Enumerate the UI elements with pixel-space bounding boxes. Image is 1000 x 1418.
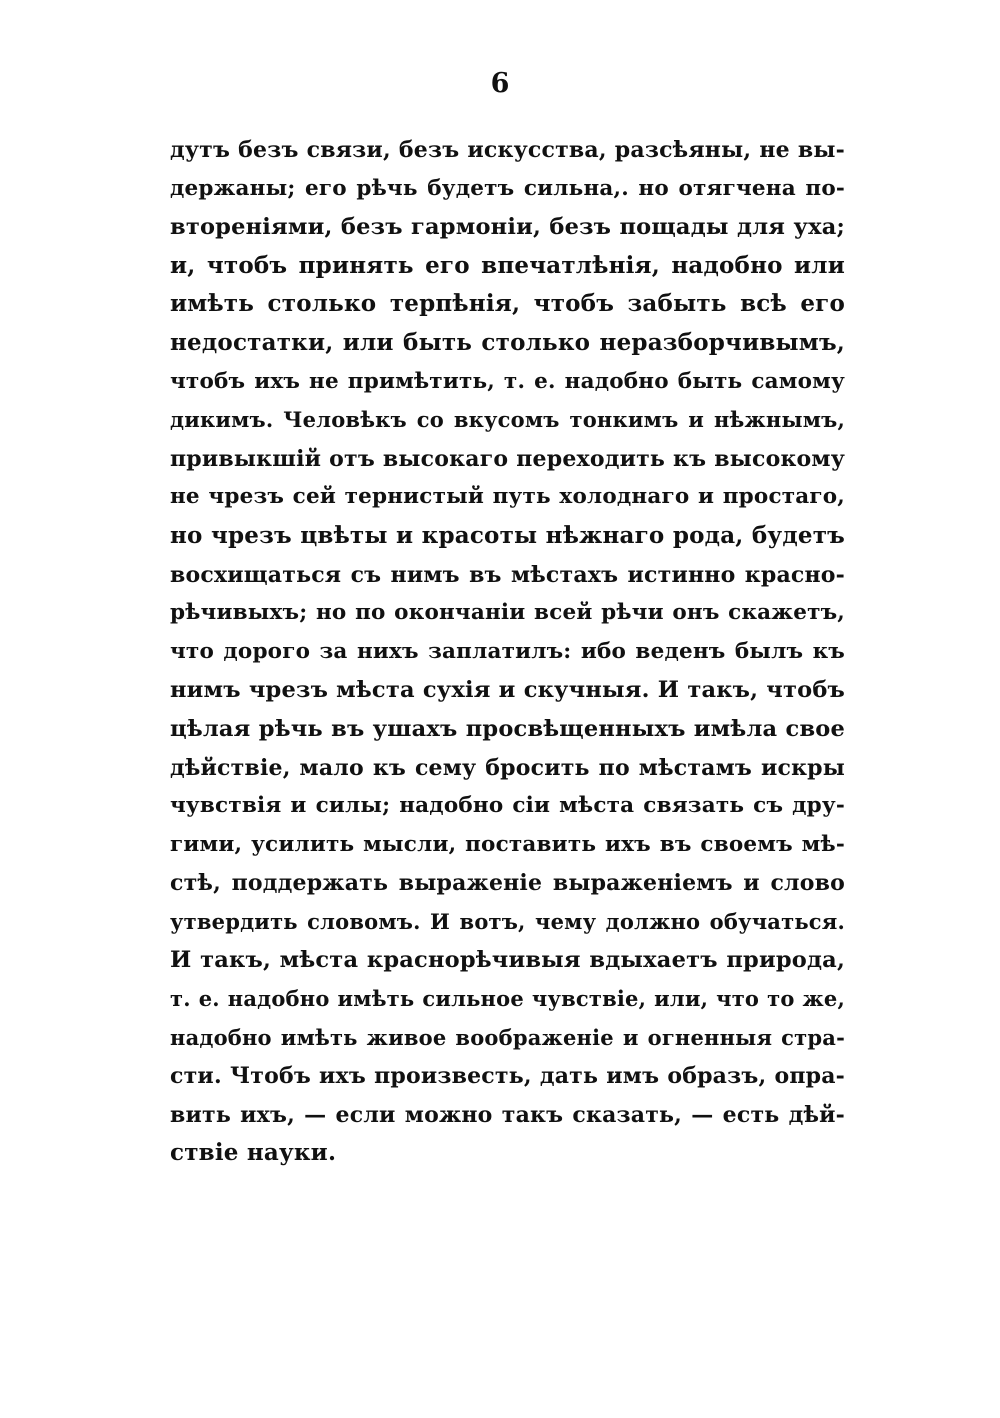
text-line: что дорого за нихъ заплатилъ: ибо веденъ былъ къ <box>170 638 845 664</box>
text-line: держаны; его рѣчь будетъ сильна,. но отягчена по- <box>170 175 845 201</box>
text-line: не чрезъ сей тернистый путь холоднаго и простаго, <box>170 484 845 510</box>
text-line: ствіе науки. <box>170 1139 337 1167</box>
text-line: нимъ чрезъ мѣста сухія и скучныя. И такъ, чтобъ <box>170 677 845 704</box>
text-line: вить ихъ, — если можно такъ сказать, — есть дѣй- <box>170 1101 845 1128</box>
text-line: имѣть столько терпѣнія, чтобъ забыть всѣ его <box>170 290 845 318</box>
text-line: стѣ, поддержать выраженіе выраженіемъ и слово <box>170 870 845 897</box>
text-line: дутъ безъ связи, безъ искусства, разсѣяны, не вы- <box>170 137 845 163</box>
text-line: надобно имѣть живое воображеніе и огненныя стра- <box>170 1024 845 1050</box>
text-line: недостатки, или быть столько неразборчивымъ, <box>170 328 845 356</box>
text-line: дикимъ. Человѣкъ со вкусомъ тонкимъ и нѣжнымъ, <box>170 407 845 433</box>
body-text <box>170 131 845 1173</box>
text-line: восхищаться съ нимъ въ мѣстахъ истинно красно- <box>170 561 845 588</box>
text-line: и, чтобъ принять его впечатлѣнія, надобно или <box>170 251 845 279</box>
text-line: но чрезъ цвѣты и красоты нѣжнаго рода, будетъ <box>170 521 845 549</box>
text-line: т. е. надобно имѣть сильное чувствіе, или, что то же, <box>170 986 845 1012</box>
text-line: цѣлая рѣчь въ ушахъ просвѣщенныхъ имѣла свое <box>170 715 845 742</box>
text-line: гими, усилить мысли, поставить ихъ въ своемъ мѣ- <box>170 831 845 857</box>
text-line: чувствія и силы; надобно сіи мѣста связать съ дру- <box>170 793 845 819</box>
text-line: рѣчивыхъ; но по окончаніи всей рѣчи онъ скажетъ, <box>170 600 845 626</box>
page-number: 6 <box>490 68 510 99</box>
text-line: И такъ, мѣста краснорѣчивыя вдыхаетъ природа, <box>170 947 845 974</box>
text-line: сти. Чтобъ ихъ произвесть, дать имъ образъ, опра- <box>170 1063 845 1090</box>
text-line: чтобъ ихъ не примѣтить, т. е. надобно быть самому <box>170 368 845 394</box>
text-line: втореніями, безъ гармоніи, безъ пощады для уха; <box>170 214 845 241</box>
text-line: дѣйствіе, мало къ сему бросить по мѣстамъ искры <box>170 754 845 781</box>
text-line: утвердить словомъ. И вотъ, чему должно обучаться. <box>170 908 845 934</box>
text-line: привыкшій отъ высокаго переходить къ высокому <box>170 445 845 472</box>
